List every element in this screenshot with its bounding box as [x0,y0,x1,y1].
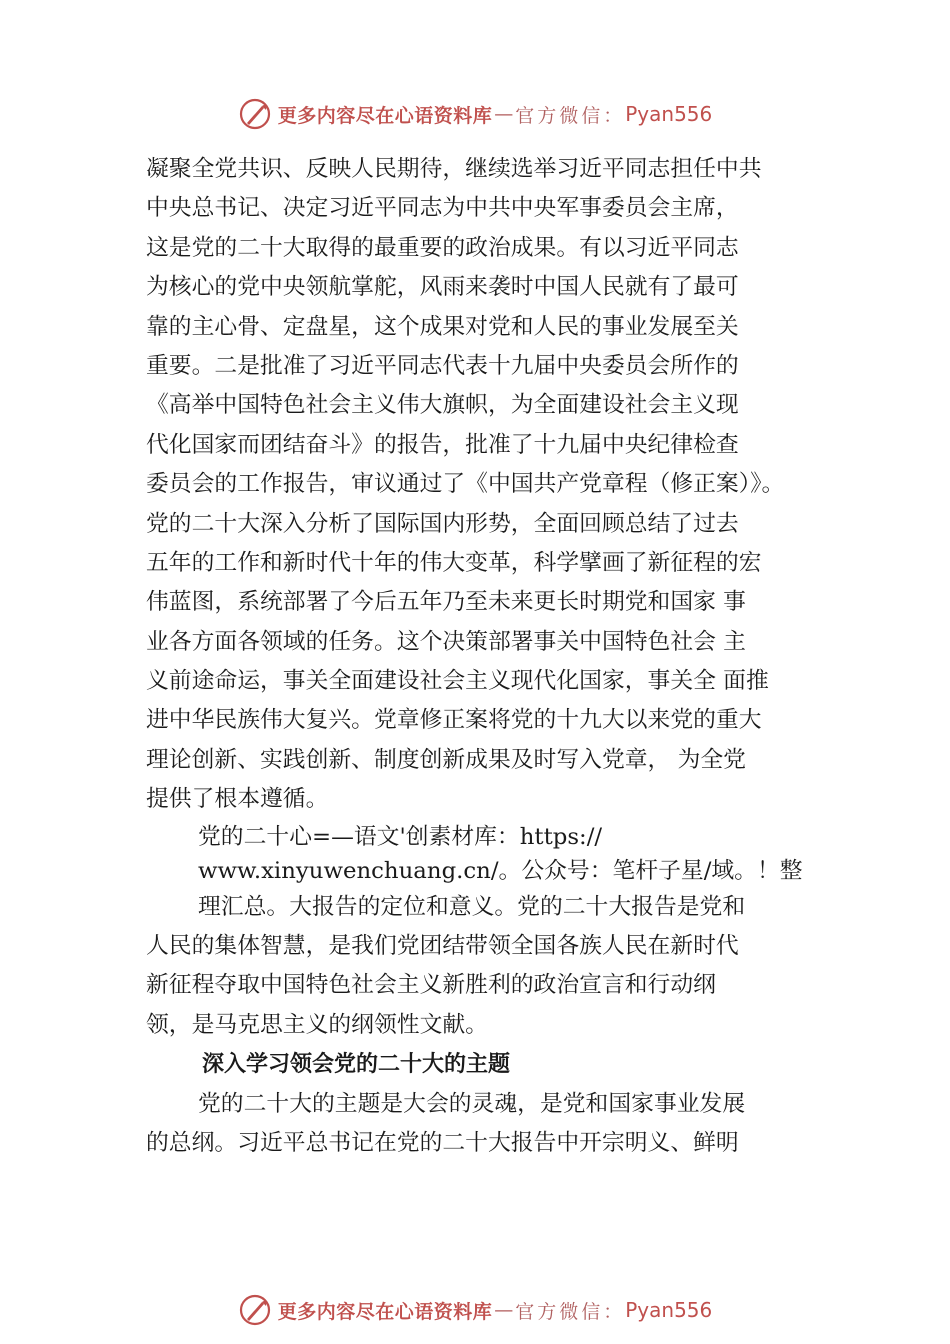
banner-wechat-id: Pyan556 [625,102,713,126]
body-line: 靠的主心骨、定盘星，这个成果对党和人民的事业发展至关 [146,313,739,340]
header-banner [0,94,950,134]
quill-logo-icon [238,97,272,131]
body-line: 人民的集体智慧，是我们党团结带领全国各族人民在新时代 [146,933,739,960]
body-line: 凝聚全党共识、反映人民期待，继续选举习近平同志担任中共 [146,156,762,182]
body-line: 党的二十大深入分析了国际国内形势，全面回顾总结了过去 [146,510,739,537]
banner-official-label: 官方微信： [515,104,626,127]
banner-main-text: 更多内容尽在心语资料库 [277,1300,493,1323]
body-line: 代化国家而团结奋斗》的报告，批准了十九届中央纪律检查 [146,431,739,458]
body-line: 伟蓝图，系统部署了今后五年乃至未来更长时期党和国家 事 [146,589,746,616]
body-line: 五年的工作和新时代十年的伟大变革，科学擘画了新征程的宏 [146,549,762,576]
body-line: 这是党的二十大取得的最重要的政治成果。有以习近平同志 [146,234,739,261]
watermark-line: 党的二十心=—语文'创素材库：https:// [198,823,603,850]
body-line: 领，是马克思主义的纲领性文献。 [146,1011,488,1038]
footer-banner [0,1290,950,1330]
banner-main-text: 更多内容尽在心语资料库 [277,104,493,127]
body-line: 委员会的工作报告，审议通过了《中国共产党章程（修正案）》。 [146,471,785,498]
body-line: 理论创新、实践创新、制度创新成果及时写入党章， 为全党 [146,746,746,773]
body-line: 业各方面各领域的任务。这个决策部署事关中国特色社会 主 [146,628,746,655]
document-body [146,150,846,1163]
body-line: 重要。二是批准了习近平同志代表十九届中央委员会所作的 [146,352,739,379]
watermark-line: 理汇总。大报告的定位和意义。党的二十大报告是党和 [198,893,746,920]
body-line: 《高举中国特色社会主义伟大旗帜，为全面建设社会主义现 [146,392,739,419]
body-line: 新征程夺取中国特色社会主义新胜利的政治宣言和行动纲 [146,972,716,999]
quill-logo-icon [238,1293,272,1327]
body-line: 义前途命运，事关全面建设社会主义现代化国家，事关全 面推 [146,668,769,695]
body-line: 进中华民族伟大复兴。党章修正案将党的十九大以来党的重大 [146,707,762,734]
section-heading: 深入学习领会党的二十大的主题 [202,1052,511,1078]
body-line: 提供了根本遵循。 [146,786,329,813]
body-line: 中央总书记、决定习近平同志为中共中央军事委员会主席， [146,195,739,222]
banner-dash: — [494,103,514,125]
banner-official-label: 官方微信： [515,1300,626,1323]
banner-dash: — [494,1299,514,1321]
watermark-line: www.xinyuwenchuang.cn/。公众号：笔杆子星/域。！整 [198,857,803,884]
body-line: 党的二十大的主题是大会的灵魂，是党和国家事业发展 [198,1090,746,1117]
body-line: 为核心的党中央领航掌舵，风雨来袭时中国人民就有了最可 [146,274,739,301]
body-line: 的总纲。习近平总书记在党的二十大报告中开宗明义、鲜明 [146,1129,739,1156]
banner-wechat-id: Pyan556 [625,1298,713,1322]
